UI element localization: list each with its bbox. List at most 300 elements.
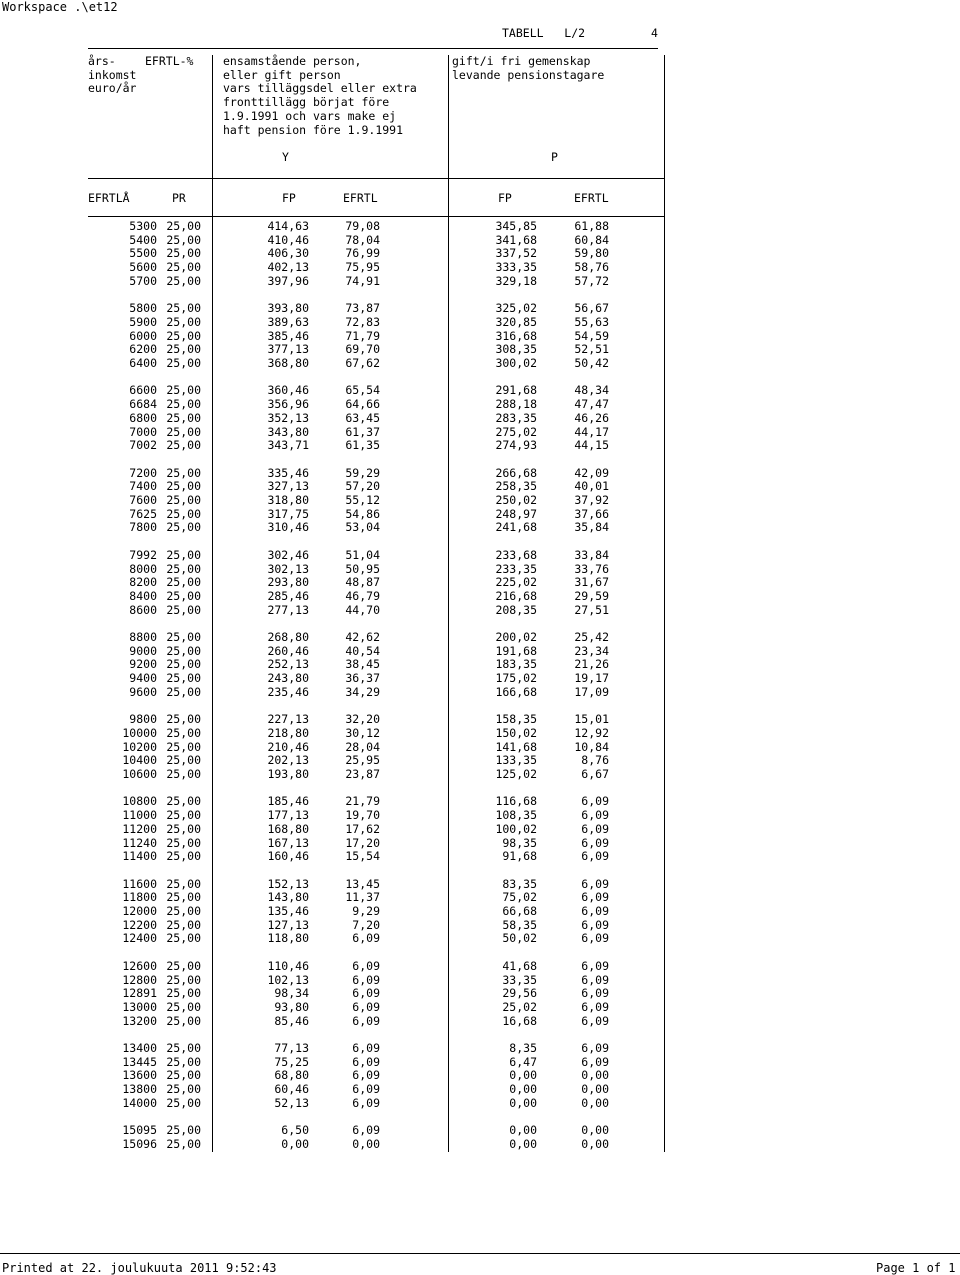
cell-income: 9600 <box>129 684 157 699</box>
cell-fp-p: 333,35 <box>495 260 537 275</box>
cell-income: 5700 <box>129 273 157 288</box>
cell-efrtl-p: 6,09 <box>581 1013 609 1028</box>
cell-fp-y: 260,46 <box>267 643 309 658</box>
cell-efrtl-p: 6,09 <box>581 821 609 836</box>
cell-efrtl-pct: 25,00 <box>166 260 201 275</box>
cell-efrtl-p: 48,34 <box>574 383 609 398</box>
cell-efrtl-pct: 25,00 <box>166 493 201 507</box>
cell-fp-y: 118,80 <box>267 931 309 946</box>
header-bottom-rule <box>88 216 665 217</box>
cell-income: 9400 <box>129 671 157 686</box>
cell-income: 15095 <box>122 1123 157 1138</box>
cell-income: 9200 <box>129 657 157 672</box>
cell-efrtl-y: 38,45 <box>345 657 380 672</box>
cell-income: 11600 <box>122 876 157 891</box>
cell-fp-y: 310,46 <box>267 520 309 535</box>
cell-efrtl-p: 50,42 <box>574 356 609 370</box>
cell-efrtl-pct: 25,00 <box>166 1123 201 1138</box>
cell-efrtl-y: 32,20 <box>345 712 380 727</box>
cell-fp-p: 241,68 <box>495 520 537 535</box>
cell-efrtl-pct: 25,00 <box>166 397 201 412</box>
cell-fp-p: 283,35 <box>495 410 537 425</box>
cell-fp-y: 368,80 <box>267 356 309 370</box>
cell-income: 6200 <box>129 342 157 357</box>
header-top-rule <box>88 48 658 49</box>
header-group-y-code: Y <box>282 150 289 164</box>
cell-efrtl-pct: 25,00 <box>166 588 201 603</box>
cell-efrtl-y: 64,66 <box>345 397 380 412</box>
cell-efrtl-y: 34,29 <box>345 684 380 699</box>
cell-efrtl-p: 0,00 <box>581 1123 609 1138</box>
cell-efrtl-y: 74,91 <box>345 273 380 288</box>
cell-efrtl-pct: 25,00 <box>166 794 201 809</box>
cell-income: 10800 <box>122 794 157 809</box>
cell-efrtl-y: 11,37 <box>345 890 380 905</box>
header-efrtl-pct: EFRTL-% <box>145 54 194 68</box>
cell-fp-y: 102,13 <box>267 972 309 987</box>
cell-efrtl-pct: 25,00 <box>166 835 201 850</box>
cell-efrtl-pct: 25,00 <box>166 712 201 727</box>
cell-efrtl-pct: 25,00 <box>166 725 201 740</box>
cell-efrtl-p: 59,80 <box>574 246 609 261</box>
cell-fp-y: 377,13 <box>267 342 309 357</box>
cell-efrtl-p: 6,09 <box>581 986 609 1001</box>
cell-efrtl-pct: 25,00 <box>166 273 201 288</box>
cell-fp-y: 302,46 <box>267 547 309 562</box>
cell-fp-p: 141,68 <box>495 739 537 754</box>
cell-efrtl-pct: 25,00 <box>166 342 201 357</box>
cell-fp-p: 8,35 <box>509 1041 537 1055</box>
cell-fp-p: 0,00 <box>509 1068 537 1083</box>
cell-income: 9000 <box>129 643 157 658</box>
cell-efrtl-p: 6,09 <box>581 876 609 891</box>
cell-fp-y: 60,46 <box>274 1082 309 1097</box>
vertical-rule-3 <box>664 55 665 1152</box>
cell-income: 7200 <box>129 465 157 480</box>
cell-efrtl-pct: 25,00 <box>166 931 201 946</box>
cell-efrtl-y: 76,99 <box>345 246 380 261</box>
cell-efrtl-p: 29,59 <box>574 588 609 603</box>
cell-efrtl-y: 30,12 <box>345 725 380 740</box>
cell-efrtl-y: 6,09 <box>352 986 380 1001</box>
cell-fp-y: 160,46 <box>267 849 309 864</box>
cell-efrtl-p: 6,09 <box>581 890 609 905</box>
cell-fp-y: 227,13 <box>267 712 309 727</box>
cell-efrtl-y: 7,20 <box>352 917 380 932</box>
cell-income: 15096 <box>122 1136 157 1151</box>
cell-efrtl-p: 15,01 <box>574 712 609 727</box>
cell-efrtl-y: 6,09 <box>352 1054 380 1069</box>
cell-efrtl-pct: 25,00 <box>166 958 201 973</box>
cell-fp-y: 177,13 <box>267 808 309 823</box>
cell-income: 13600 <box>122 1068 157 1083</box>
cell-income: 7400 <box>129 479 157 494</box>
header-group-y-line: 1.9.1991 och vars make ej <box>223 108 397 123</box>
cell-fp-y: 293,80 <box>267 575 309 590</box>
cell-efrtl-p: 33,84 <box>574 547 609 562</box>
cell-efrtl-y: 6,09 <box>352 958 380 973</box>
cell-fp-y: 135,46 <box>267 904 309 918</box>
cell-efrtl-y: 72,83 <box>345 314 380 329</box>
cell-income: 6600 <box>129 383 157 398</box>
cell-fp-y: 110,46 <box>267 958 309 973</box>
cell-efrtl-p: 46,26 <box>574 410 609 425</box>
cell-fp-y: 168,80 <box>267 821 309 836</box>
cell-fp-y: 243,80 <box>267 671 309 686</box>
cell-efrtl-pct: 25,00 <box>166 684 201 699</box>
cell-efrtl-p: 6,09 <box>581 1041 609 1055</box>
cell-efrtl-y: 65,54 <box>345 383 380 398</box>
cell-fp-y: 318,80 <box>267 493 309 507</box>
cell-fp-p: 325,02 <box>495 301 537 316</box>
cell-efrtl-y: 21,79 <box>345 794 380 809</box>
cell-efrtl-pct: 25,00 <box>166 328 201 343</box>
header-mid-rule <box>88 178 665 179</box>
cell-fp-p: 25,02 <box>502 999 537 1014</box>
cell-income: 10400 <box>122 753 157 768</box>
cell-fp-p: 345,85 <box>495 219 537 233</box>
cell-fp-y: 343,80 <box>267 424 309 439</box>
cell-efrtl-p: 0,00 <box>581 1082 609 1097</box>
cell-fp-y: 252,13 <box>267 657 309 672</box>
cell-efrtl-y: 6,09 <box>352 1082 380 1097</box>
cell-income: 12200 <box>122 917 157 932</box>
cell-fp-p: 266,68 <box>495 465 537 480</box>
cell-income: 7000 <box>129 424 157 439</box>
cell-income: 10600 <box>122 767 157 781</box>
cell-efrtl-p: 6,09 <box>581 931 609 946</box>
cell-fp-y: 406,30 <box>267 246 309 261</box>
cell-efrtl-p: 6,09 <box>581 972 609 987</box>
cell-efrtl-pct: 25,00 <box>166 917 201 932</box>
cell-efrtl-p: 6,09 <box>581 917 609 932</box>
cell-efrtl-pct: 25,00 <box>166 1041 201 1055</box>
cell-efrtl-y: 59,29 <box>345 465 380 480</box>
cell-efrtl-y: 78,04 <box>345 232 380 247</box>
cell-income: 7625 <box>129 506 157 521</box>
cell-fp-p: 275,02 <box>495 424 537 439</box>
cell-efrtl-p: 0,00 <box>581 1068 609 1083</box>
cell-efrtl-pct: 25,00 <box>166 657 201 672</box>
cell-efrtl-y: 50,95 <box>345 561 380 576</box>
cell-efrtl-y: 15,54 <box>345 849 380 864</box>
cell-fp-p: 0,00 <box>509 1123 537 1138</box>
cell-efrtl-y: 9,29 <box>352 904 380 918</box>
cell-efrtl-y: 28,04 <box>345 739 380 754</box>
cell-efrtl-p: 6,67 <box>581 767 609 781</box>
cell-fp-y: 352,13 <box>267 410 309 425</box>
cell-fp-p: 133,35 <box>495 753 537 768</box>
cell-efrtl-p: 57,72 <box>574 273 609 288</box>
cell-efrtl-pct: 25,00 <box>166 219 201 233</box>
header-group-y-line: ensamstående person, <box>223 54 362 68</box>
cell-fp-p: 125,02 <box>495 767 537 781</box>
cell-income: 11240 <box>122 835 157 850</box>
cell-income: 8000 <box>129 561 157 576</box>
cell-income: 7600 <box>129 493 157 507</box>
cell-efrtl-y: 6,09 <box>352 1095 380 1110</box>
cell-fp-p: 183,35 <box>495 657 537 672</box>
cell-fp-p: 274,93 <box>495 438 537 453</box>
cell-fp-p: 75,02 <box>502 890 537 905</box>
cell-efrtl-y: 54,86 <box>345 506 380 521</box>
cell-fp-p: 158,35 <box>495 712 537 727</box>
cell-efrtl-pct: 25,00 <box>166 821 201 836</box>
cell-fp-y: 235,46 <box>267 684 309 699</box>
cell-fp-p: 41,68 <box>502 958 537 973</box>
header-group-y-line: vars tilläggsdel eller extra <box>223 81 417 96</box>
cell-efrtl-pct: 25,00 <box>166 876 201 891</box>
cell-fp-y: 152,13 <box>267 876 309 891</box>
header-col1-line: års- <box>88 54 116 68</box>
cell-fp-p: 200,02 <box>495 630 537 644</box>
cell-fp-y: 385,46 <box>267 328 309 343</box>
cell-efrtl-p: 0,00 <box>581 1136 609 1151</box>
cell-fp-p: 166,68 <box>495 684 537 699</box>
cell-efrtl-pct: 25,00 <box>166 972 201 987</box>
cell-income: 5500 <box>129 246 157 261</box>
cell-income: 12000 <box>122 904 157 918</box>
column-efrtla: EFRTLÅ <box>88 191 130 205</box>
cell-efrtl-p: 19,17 <box>574 671 609 686</box>
cell-efrtl-pct: 25,00 <box>166 999 201 1014</box>
cell-fp-y: 397,96 <box>267 273 309 288</box>
cell-efrtl-p: 17,09 <box>574 684 609 699</box>
cell-fp-y: 402,13 <box>267 260 309 275</box>
cell-fp-y: 143,80 <box>267 890 309 905</box>
cell-fp-y: 68,80 <box>274 1068 309 1083</box>
cell-fp-p: 248,97 <box>495 506 537 521</box>
cell-efrtl-y: 6,09 <box>352 931 380 946</box>
cell-efrtl-pct: 25,00 <box>166 246 201 261</box>
cell-efrtl-p: 21,26 <box>574 657 609 672</box>
cell-income: 7992 <box>129 547 157 562</box>
cell-fp-y: 210,46 <box>267 739 309 754</box>
cell-fp-p: 0,00 <box>509 1095 537 1110</box>
header-group-p-code: P <box>551 150 558 164</box>
cell-fp-p: 288,18 <box>495 397 537 412</box>
cell-efrtl-p: 58,76 <box>574 260 609 275</box>
cell-efrtl-pct: 25,00 <box>166 410 201 425</box>
cell-efrtl-pct: 25,00 <box>166 479 201 494</box>
cell-fp-y: 193,80 <box>267 767 309 781</box>
header-col1-line: euro/år <box>88 81 137 96</box>
cell-fp-y: 414,63 <box>267 219 309 233</box>
cell-fp-y: 410,46 <box>267 232 309 247</box>
cell-fp-p: 320,85 <box>495 314 537 329</box>
cell-fp-p: 291,68 <box>495 383 537 398</box>
cell-income: 13800 <box>122 1082 157 1097</box>
cell-efrtl-p: 6,09 <box>581 999 609 1014</box>
cell-efrtl-p: 10,84 <box>574 739 609 754</box>
cell-fp-p: 108,35 <box>495 808 537 823</box>
cell-efrtl-pct: 25,00 <box>166 575 201 590</box>
cell-income: 8800 <box>129 630 157 644</box>
cell-fp-p: 175,02 <box>495 671 537 686</box>
column-fp-p: FP <box>498 191 512 205</box>
cell-fp-y: 52,13 <box>274 1095 309 1110</box>
cell-income: 6000 <box>129 328 157 343</box>
cell-fp-p: 16,68 <box>502 1013 537 1028</box>
cell-efrtl-y: 46,79 <box>345 588 380 603</box>
cell-fp-y: 360,46 <box>267 383 309 398</box>
cell-efrtl-p: 61,88 <box>574 219 609 233</box>
cell-fp-y: 317,75 <box>267 506 309 521</box>
cell-efrtl-pct: 25,00 <box>166 904 201 918</box>
cell-efrtl-pct: 25,00 <box>166 1013 201 1028</box>
cell-efrtl-p: 37,92 <box>574 493 609 507</box>
cell-income: 6400 <box>129 356 157 370</box>
cell-efrtl-p: 8,76 <box>581 753 609 768</box>
cell-income: 7002 <box>129 438 157 453</box>
cell-fp-p: 316,68 <box>495 328 537 343</box>
cell-fp-y: 302,13 <box>267 561 309 576</box>
cell-efrtl-y: 75,95 <box>345 260 380 275</box>
cell-efrtl-pct: 25,00 <box>166 561 201 576</box>
cell-fp-p: 191,68 <box>495 643 537 658</box>
header-group-p-line: gift/i fri gemenskap <box>452 54 591 68</box>
cell-fp-y: 93,80 <box>274 999 309 1014</box>
cell-fp-y: 285,46 <box>267 588 309 603</box>
header-group-p-line: levande pensionstagare <box>452 67 605 82</box>
cell-income: 13400 <box>122 1041 157 1055</box>
page-number: 4 <box>651 26 658 40</box>
cell-fp-p: 66,68 <box>502 904 537 918</box>
workspace-title: Workspace .\et12 <box>2 0 118 14</box>
cell-fp-p: 33,35 <box>502 972 537 987</box>
cell-efrtl-pct: 25,00 <box>166 438 201 453</box>
cell-efrtl-p: 6,09 <box>581 835 609 850</box>
cell-efrtl-y: 36,37 <box>345 671 380 686</box>
cell-efrtl-pct: 25,00 <box>166 630 201 644</box>
cell-fp-y: 356,96 <box>267 397 309 412</box>
cell-fp-p: 91,68 <box>502 849 537 864</box>
cell-fp-y: 75,25 <box>274 1054 309 1069</box>
cell-fp-y: 218,80 <box>267 725 309 740</box>
cell-fp-p: 29,56 <box>502 986 537 1001</box>
cell-income: 11200 <box>122 821 157 836</box>
printed-timestamp: Printed at 22. joulukuuta 2011 9:52:43 <box>2 1261 277 1275</box>
cell-efrtl-pct: 25,00 <box>166 356 201 370</box>
cell-efrtl-y: 19,70 <box>345 808 380 823</box>
cell-efrtl-pct: 25,00 <box>166 506 201 521</box>
cell-fp-p: 250,02 <box>495 493 537 507</box>
cell-income: 5300 <box>129 219 157 233</box>
cell-fp-p: 233,35 <box>495 561 537 576</box>
cell-efrtl-p: 6,09 <box>581 958 609 973</box>
cell-fp-p: 216,68 <box>495 588 537 603</box>
cell-fp-y: 77,13 <box>274 1041 309 1055</box>
header-col1-line: inkomst <box>88 67 137 82</box>
cell-fp-p: 258,35 <box>495 479 537 494</box>
cell-fp-p: 300,02 <box>495 356 537 370</box>
cell-efrtl-p: 6,09 <box>581 1054 609 1069</box>
cell-fp-p: 341,68 <box>495 232 537 247</box>
cell-income: 7800 <box>129 520 157 535</box>
cell-efrtl-y: 23,87 <box>345 767 380 781</box>
cell-efrtl-y: 71,79 <box>345 328 380 343</box>
cell-efrtl-y: 6,09 <box>352 1013 380 1028</box>
cell-efrtl-y: 55,12 <box>345 493 380 507</box>
cell-efrtl-p: 52,51 <box>574 342 609 357</box>
cell-income: 5800 <box>129 301 157 316</box>
cell-efrtl-pct: 25,00 <box>166 424 201 439</box>
column-efrtl-p: EFRTL <box>574 191 609 205</box>
cell-efrtl-p: 60,84 <box>574 232 609 247</box>
cell-efrtl-p: 47,47 <box>574 397 609 412</box>
cell-fp-p: 58,35 <box>502 917 537 932</box>
cell-efrtl-p: 56,67 <box>574 301 609 316</box>
cell-efrtl-pct: 25,00 <box>166 232 201 247</box>
cell-income: 8600 <box>129 602 157 617</box>
footer-rule <box>0 1253 960 1254</box>
cell-efrtl-y: 6,09 <box>352 1123 380 1138</box>
cell-income: 5900 <box>129 314 157 329</box>
cell-efrtl-pct: 25,00 <box>166 301 201 316</box>
cell-efrtl-y: 48,87 <box>345 575 380 590</box>
cell-income: 6684 <box>129 397 157 412</box>
cell-efrtl-p: 6,09 <box>581 904 609 918</box>
cell-efrtl-y: 0,00 <box>352 1136 380 1151</box>
cell-fp-p: 100,02 <box>495 821 537 836</box>
cell-fp-p: 6,47 <box>509 1054 537 1069</box>
cell-income: 8400 <box>129 588 157 603</box>
cell-efrtl-pct: 25,00 <box>166 849 201 864</box>
cell-efrtl-pct: 25,00 <box>166 753 201 768</box>
cell-efrtl-y: 67,62 <box>345 356 380 370</box>
cell-efrtl-pct: 25,00 <box>166 739 201 754</box>
cell-income: 10000 <box>122 725 157 740</box>
cell-efrtl-p: 33,76 <box>574 561 609 576</box>
cell-efrtl-y: 63,45 <box>345 410 380 425</box>
cell-efrtl-pct: 25,00 <box>166 314 201 329</box>
cell-income: 11400 <box>122 849 157 864</box>
cell-fp-y: 202,13 <box>267 753 309 768</box>
cell-income: 12800 <box>122 972 157 987</box>
cell-fp-p: 0,00 <box>509 1082 537 1097</box>
column-efrtl-y: EFRTL <box>343 191 378 205</box>
cell-income: 6800 <box>129 410 157 425</box>
cell-efrtl-pct: 25,00 <box>166 520 201 535</box>
cell-fp-p: 329,18 <box>495 273 537 288</box>
cell-efrtl-p: 54,59 <box>574 328 609 343</box>
cell-efrtl-y: 57,20 <box>345 479 380 494</box>
cell-efrtl-p: 40,01 <box>574 479 609 494</box>
cell-fp-y: 185,46 <box>267 794 309 809</box>
cell-efrtl-pct: 25,00 <box>166 602 201 617</box>
cell-fp-y: 389,63 <box>267 314 309 329</box>
cell-efrtl-pct: 25,00 <box>166 1054 201 1069</box>
cell-efrtl-pct: 25,00 <box>166 1068 201 1083</box>
cell-efrtl-p: 44,15 <box>574 438 609 453</box>
cell-fp-p: 233,68 <box>495 547 537 562</box>
cell-fp-y: 0,00 <box>281 1136 309 1151</box>
cell-fp-p: 337,52 <box>495 246 537 261</box>
cell-efrtl-p: 55,63 <box>574 314 609 329</box>
cell-efrtl-pct: 25,00 <box>166 643 201 658</box>
cell-efrtl-pct: 25,00 <box>166 547 201 562</box>
cell-efrtl-y: 42,62 <box>345 630 380 644</box>
cell-fp-p: 208,35 <box>495 602 537 617</box>
cell-efrtl-y: 79,08 <box>345 219 380 233</box>
cell-efrtl-y: 44,70 <box>345 602 380 617</box>
cell-fp-p: 0,00 <box>509 1136 537 1151</box>
header-group-y-line: fronttillägg börjat före <box>223 95 390 110</box>
cell-efrtl-pct: 25,00 <box>166 465 201 480</box>
cell-fp-y: 343,71 <box>267 438 309 453</box>
cell-efrtl-p: 0,00 <box>581 1095 609 1110</box>
cell-fp-p: 308,35 <box>495 342 537 357</box>
